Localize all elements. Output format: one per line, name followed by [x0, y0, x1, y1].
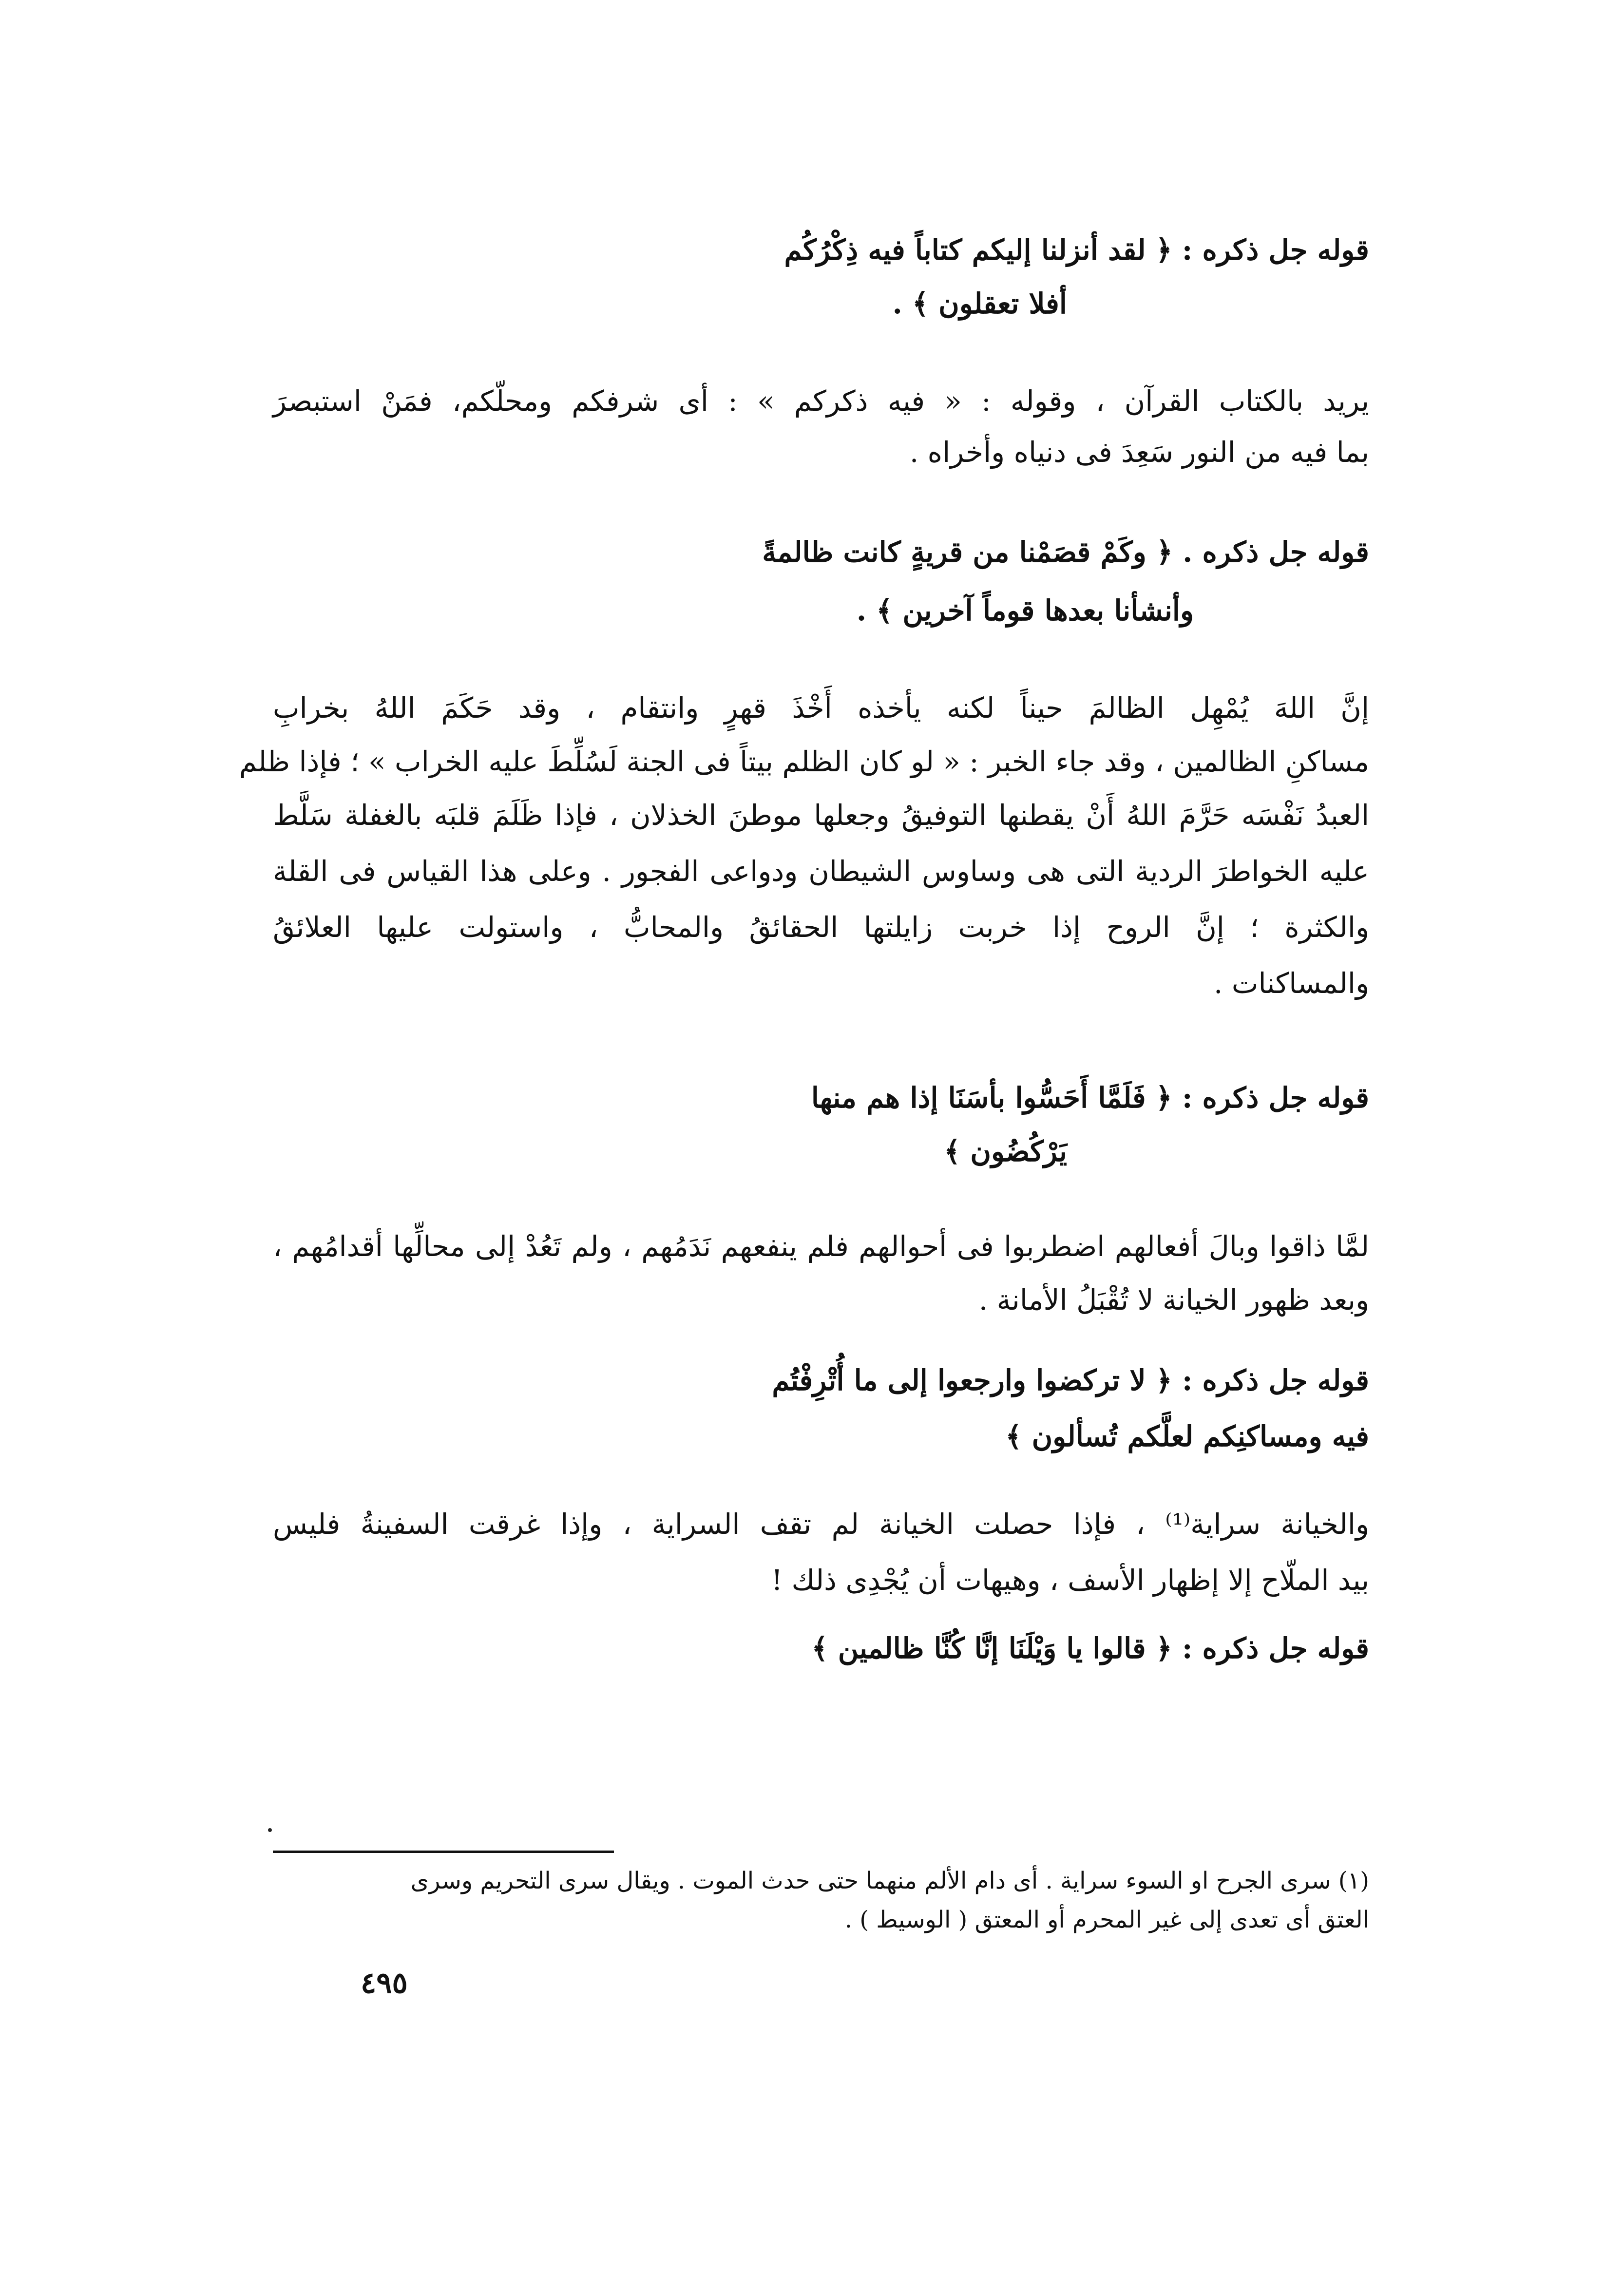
- paragraph-line: لمَّا ذاقوا وبالَ أفعالهم اضطربوا فى أحوالهم فلم ينفعهم نَدَمُهم ، ولم تَعُدْ إلى محالِّها أقدامُهم ،: [273, 1230, 1369, 1263]
- page-number: ٤٩٥: [361, 1966, 408, 2000]
- paragraph-line: بما فيه من النور سَعِدَ فى دنياه وأخراه .: [909, 436, 1369, 469]
- verse-heading-line: قوله جل ذكره : ﴿ قالوا يا وَيْلَنَا إنَّا كُنَّا ظالمين ﴾: [811, 1632, 1369, 1665]
- verse-heading-line: قوله جل ذكره . ﴿ وكَمْ قصَمْنا من قريةٍ كانت ظالمةً: [762, 535, 1369, 569]
- footnote-line: (١) سرى الجرح او السوء سراية . أى دام الألم منهما حتى حدث الموت . ويقال سرى التحريم وسرى: [410, 1867, 1369, 1894]
- verse-heading-line: أفلا تعقلون ﴾ .: [892, 287, 1067, 320]
- stray-dot: [268, 1828, 272, 1832]
- paragraph-line: عليه الخواطرَ الردية التى هى وساوس الشيطان ودواعى الفجور . وعلى هذا القياس فى القلة: [273, 855, 1369, 888]
- footnote-divider: [273, 1851, 614, 1853]
- paragraph-line: مساكنِ الظالمين ، وقد جاء الخبر : « لو كان الظلم بيتاً فى الجنة لَسُلِّطَ عليه الخراب » ؛ فإذا ظلم: [239, 745, 1369, 778]
- paragraph-line: بيد الملّاح إلا إظهار الأسف ، وهيهات أن يُجْدِى ذلك !: [771, 1564, 1369, 1597]
- verse-heading-line: قوله جل ذكره : ﴿ لا تركضوا وارجعوا إلى ما أُتْرِفْتُم: [772, 1364, 1369, 1397]
- verse-heading-line: يَرْكُضُون ﴾: [944, 1135, 1067, 1168]
- footnote-line: العتق أى تعدى إلى غير المحرم أو المعتق ( الوسيط ) .: [844, 1906, 1369, 1933]
- paragraph-line: والخيانة سراية⁽¹⁾ ، فإذا حصلت الخيانة لم تقف السراية ، وإذا غرقت السفينةُ فليس: [273, 1508, 1369, 1541]
- document-page: [239, 0, 1369, 2291]
- verse-heading-line: قوله جل ذكره : ﴿ لقد أنزلنا إليكم كتاباً فيه ذِكْرُكُم: [784, 233, 1369, 267]
- paragraph-line: وبعد ظهور الخيانة لا تُقْبَلُ الأمانة .: [978, 1283, 1369, 1317]
- paragraph-line: والمساكنات .: [1214, 967, 1369, 1000]
- paragraph-line: والكثرة ؛ إنَّ الروح إذا خربت زايلتها الحقائقُ والمحابُّ ، واستولت عليها العلائقُ: [273, 911, 1369, 944]
- paragraph-line: يريد بالكتاب القرآن ، وقوله : « فيه ذكركم » : أى شرفكم ومحلّكم، فمَنْ استبصرَ: [273, 384, 1369, 418]
- verse-heading-line: قوله جل ذكره : ﴿ فَلَمَّا أَحَسُّوا بأسَنَا إذا هم منها: [811, 1081, 1369, 1114]
- verse-heading-line: فيه ومساكنِكم لعلَّكم تُسألون ﴾: [1005, 1420, 1369, 1453]
- paragraph-line: العبدُ نَفْسَه حَرَّمَ اللهُ أَنْ يقطنها التوفيقُ وجعلها موطنَ الخذلان ، فإذا ظَلَمَ قلبَه بالغفلة سَلَّط: [273, 799, 1369, 832]
- paragraph-line: إنَّ اللهَ يُمْهِل الظالمَ حيناً لكنه يأخذه أَخْذَ قهرٍ وانتقام ، وقد حَكَمَ اللهُ بخرابِ: [273, 691, 1369, 725]
- verse-heading-line: وأنشأنا بعدها قوماً آخرين ﴾ .: [856, 594, 1194, 627]
